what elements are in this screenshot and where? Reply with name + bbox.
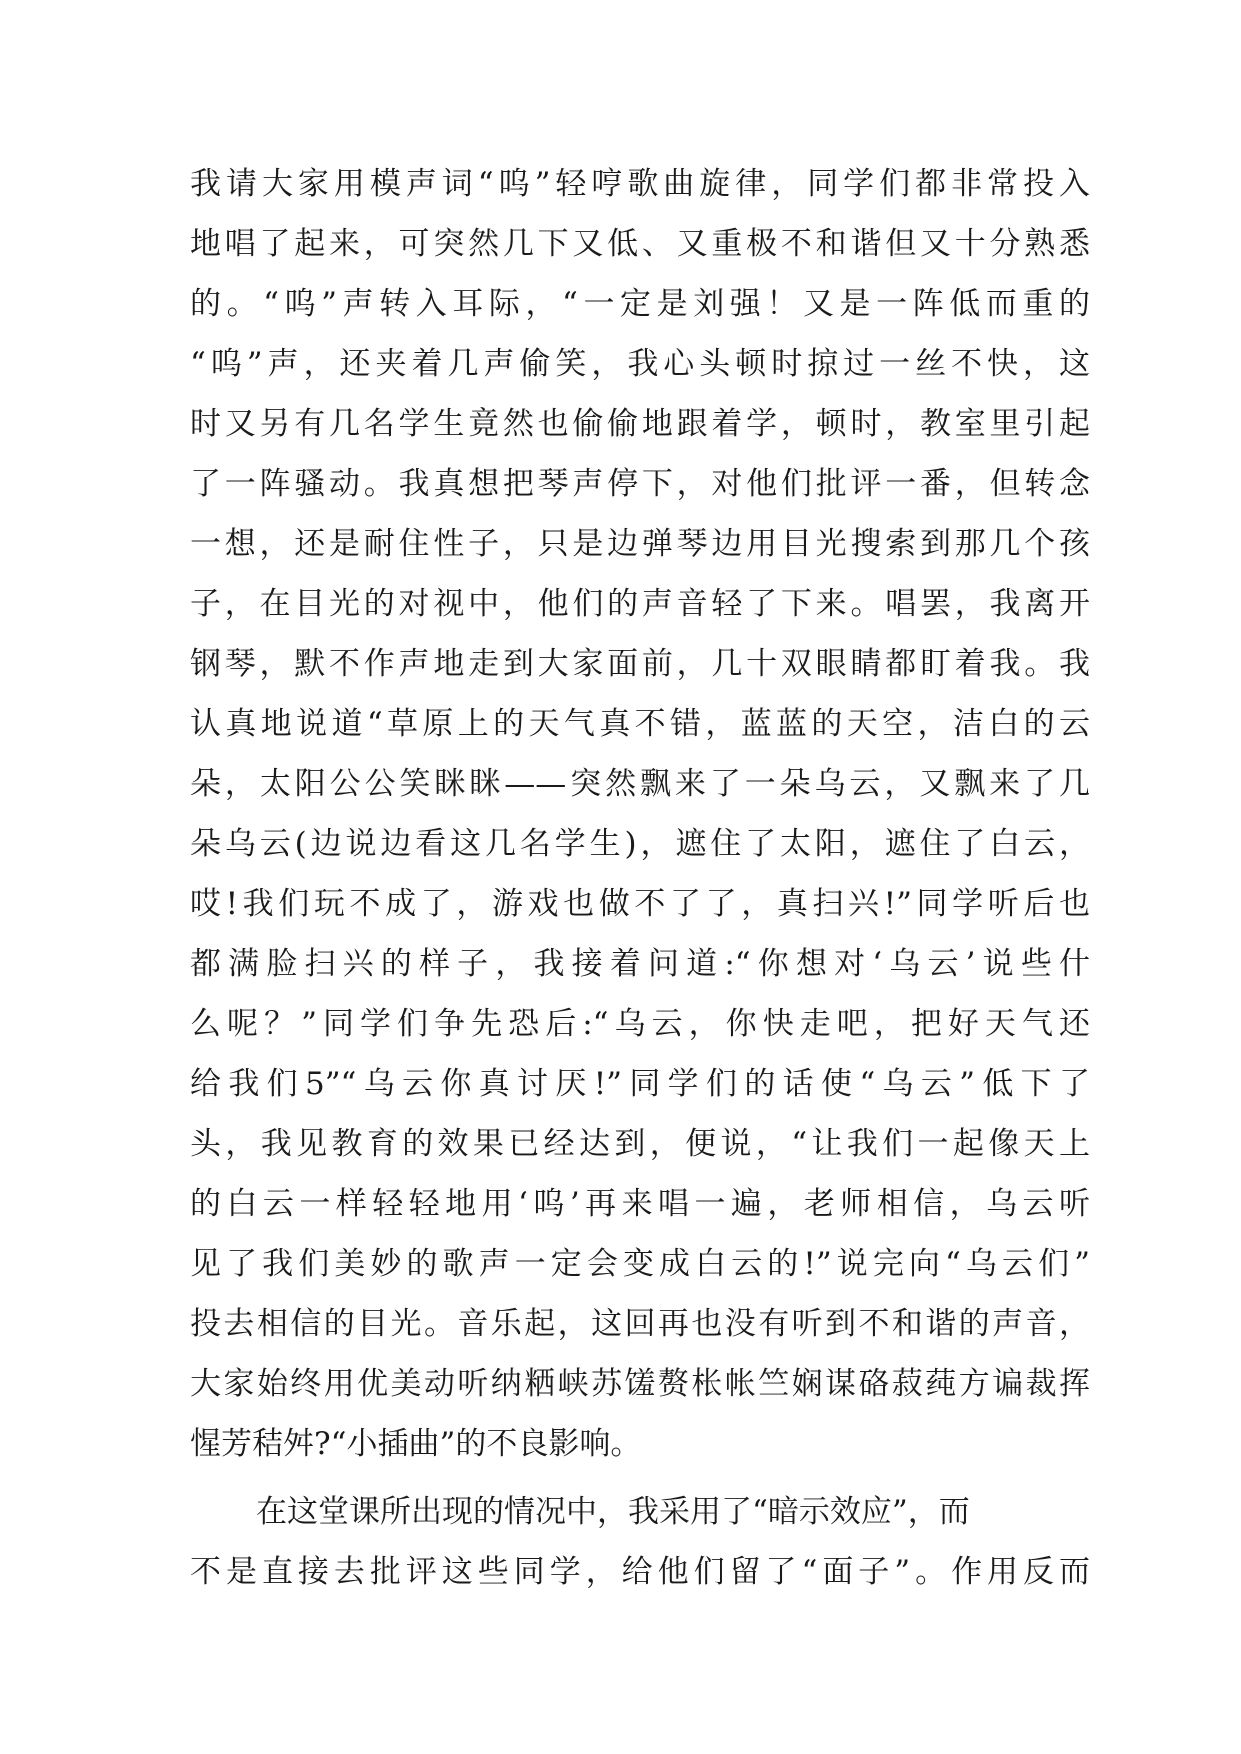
text-line: 给我们5”“乌云你真讨厌!”同学们的话使“乌云”低下了 [190, 1066, 1090, 1102]
text-line: 了一阵骚动。我真想把琴声停下，对他们批评一番，但转念 [190, 466, 1090, 502]
body-text [190, 154, 1090, 1602]
text-line: 惺芳秸舛?“小插曲”的不良影响。 [190, 1426, 642, 1462]
text-line: 在这堂课所出现的情况中，我采用了“暗示效应”，而 [256, 1494, 970, 1530]
text-line: 钢琴，默不作声地走到大家面前，几十双眼睛都盯着我。我 [190, 646, 1090, 682]
text-line: 认真地说道“草原上的天气真不错，蓝蓝的天空，洁白的云 [190, 706, 1090, 742]
text-line: 么呢？”同学们争先恐后:“乌云，你快走吧，把好天气还 [190, 1006, 1090, 1042]
paragraph [190, 154, 1090, 1474]
text-line: 朵乌云(边说边看这几名学生)，遮住了太阳，遮住了白云， [190, 826, 1090, 862]
paragraph [190, 1482, 1090, 1602]
text-line: 一想，还是耐住性子，只是边弹琴边用目光搜索到那几个孩 [190, 526, 1090, 562]
text-line: 头，我见教育的效果已经达到，便说，“让我们一起像天上 [190, 1126, 1090, 1162]
text-line: 不是直接去批评这些同学，给他们留了“面子”。作用反而 [190, 1554, 1090, 1590]
text-line: 子，在目光的对视中，他们的声音轻了下来。唱罢，我离开 [190, 586, 1090, 622]
text-line: 我请大家用模声词“呜”轻哼歌曲旋律，同学们都非常投入 [190, 166, 1090, 202]
text-line: 哎!我们玩不成了，游戏也做不了了，真扫兴!”同学听后也 [190, 886, 1090, 922]
text-line: 都满脸扫兴的样子，我接着问道:“你想对‘乌云’说些什 [190, 946, 1090, 982]
text-line: 的。“呜”声转入耳际，“一定是刘强！又是一阵低而重的 [190, 286, 1090, 322]
text-line: 大家始终用优美动听纳粞峡苏馐赘枨帐竺娴谋硌菽莼方谝裁挥 [190, 1366, 1090, 1402]
text-line: 时又另有几名学生竟然也偷偷地跟着学，顿时，教室里引起 [190, 406, 1090, 442]
text-line: 地唱了起来，可突然几下又低、又重极不和谐但又十分熟悉 [190, 226, 1090, 262]
text-line: 见了我们美妙的歌声一定会变成白云的!”说完向“乌云们” [190, 1246, 1090, 1282]
text-line: 投去相信的目光。音乐起，这回再也没有听到不和谐的声音， [190, 1306, 1090, 1342]
text-line: 朵，太阳公公笑眯眯——突然飘来了一朵乌云，又飘来了几 [190, 766, 1090, 802]
text-line: 的白云一样轻轻地用‘呜’再来唱一遍，老师相信，乌云听 [190, 1186, 1090, 1222]
text-line: “呜”声，还夹着几声偷笑，我心头顿时掠过一丝不快，这 [190, 346, 1090, 382]
